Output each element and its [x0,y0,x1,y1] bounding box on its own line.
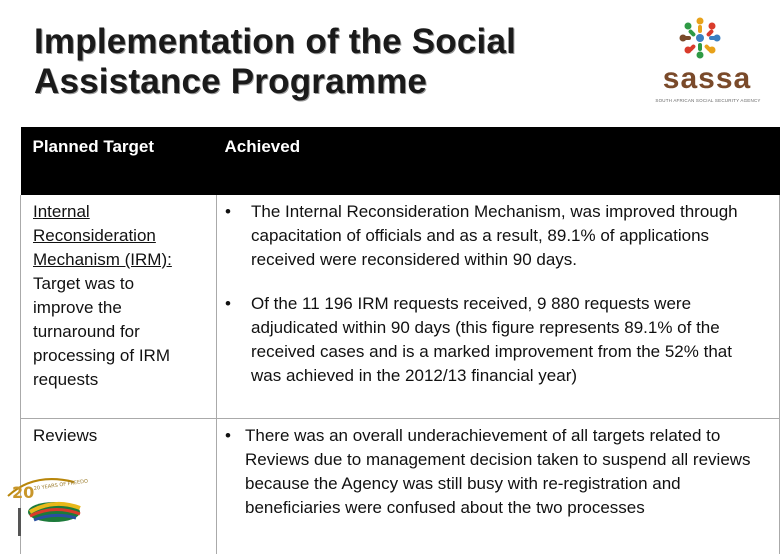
people-circle-icon [652,14,762,64]
achieved-cell-irm [217,195,780,419]
header-achieved: Achieved [217,127,780,195]
logo-wordmark: sassa [652,62,762,96]
reviews-achieved-bullet-1: There was an overall underachievement of all targets related to Reviews due to management decision taken to suspend all reviews because the Agency was still busy with re-registration and beneficiaries were confused about the two processes [245,424,765,520]
title-line-2: Assistance Programme [34,62,634,102]
planned-cell-irm [21,195,217,419]
irm-achieved-bullet-1: The Internal Reconsideration Mechanism, was improved through capacitation of officials and as a result, 89.1% of applications received were reconsidered within 90 days. [251,200,765,272]
irm-title-line: Reconsideration [33,224,208,248]
badge-text: 20 YEARS OF FREEDOM [33,478,88,492]
table-row [21,195,780,419]
irm-target-line: requests [33,368,208,392]
irm-target-line: improve the [33,296,208,320]
bullet-icon: • [225,292,251,388]
irm-target-line: Target was to [33,272,208,296]
bullet-item [225,424,765,520]
bullet-icon: • [225,200,251,272]
irm-target-line: turnaround for [33,320,208,344]
page-title [34,22,634,102]
bullet-icon: • [225,424,245,520]
irm-title-line: Mechanism (IRM): [33,248,208,272]
planned-cell-reviews: Reviews [21,419,217,554]
targets-table [20,127,780,554]
bullet-item [225,292,765,388]
bullet-item [225,200,765,272]
irm-target-line: processing of IRM [33,344,208,368]
flag-badge-icon [4,468,88,540]
logo-tagline: SOUTH AFRICAN SOCIAL SECURITY AGENCY [654,98,762,103]
table-header-row [21,127,780,195]
twenty-years-freedom-badge [4,468,88,540]
title-line-1: Implementation of the Social [34,22,634,62]
table-row [21,419,780,554]
irm-achieved-bullet-2: Of the 11 196 IRM requests received, 9 880 requests were adjudicated within 90 days (this figure represents 89.1% of the received cases and is a marked improvement from the 52% that was achieved in the 2012/13 financial year) [251,292,765,388]
header-planned-target: Planned Target [21,127,217,195]
svg-text:20: 20 [12,483,34,502]
sassa-logo [652,14,762,106]
irm-title-line: Internal [33,200,208,224]
achieved-cell-reviews [217,419,780,554]
